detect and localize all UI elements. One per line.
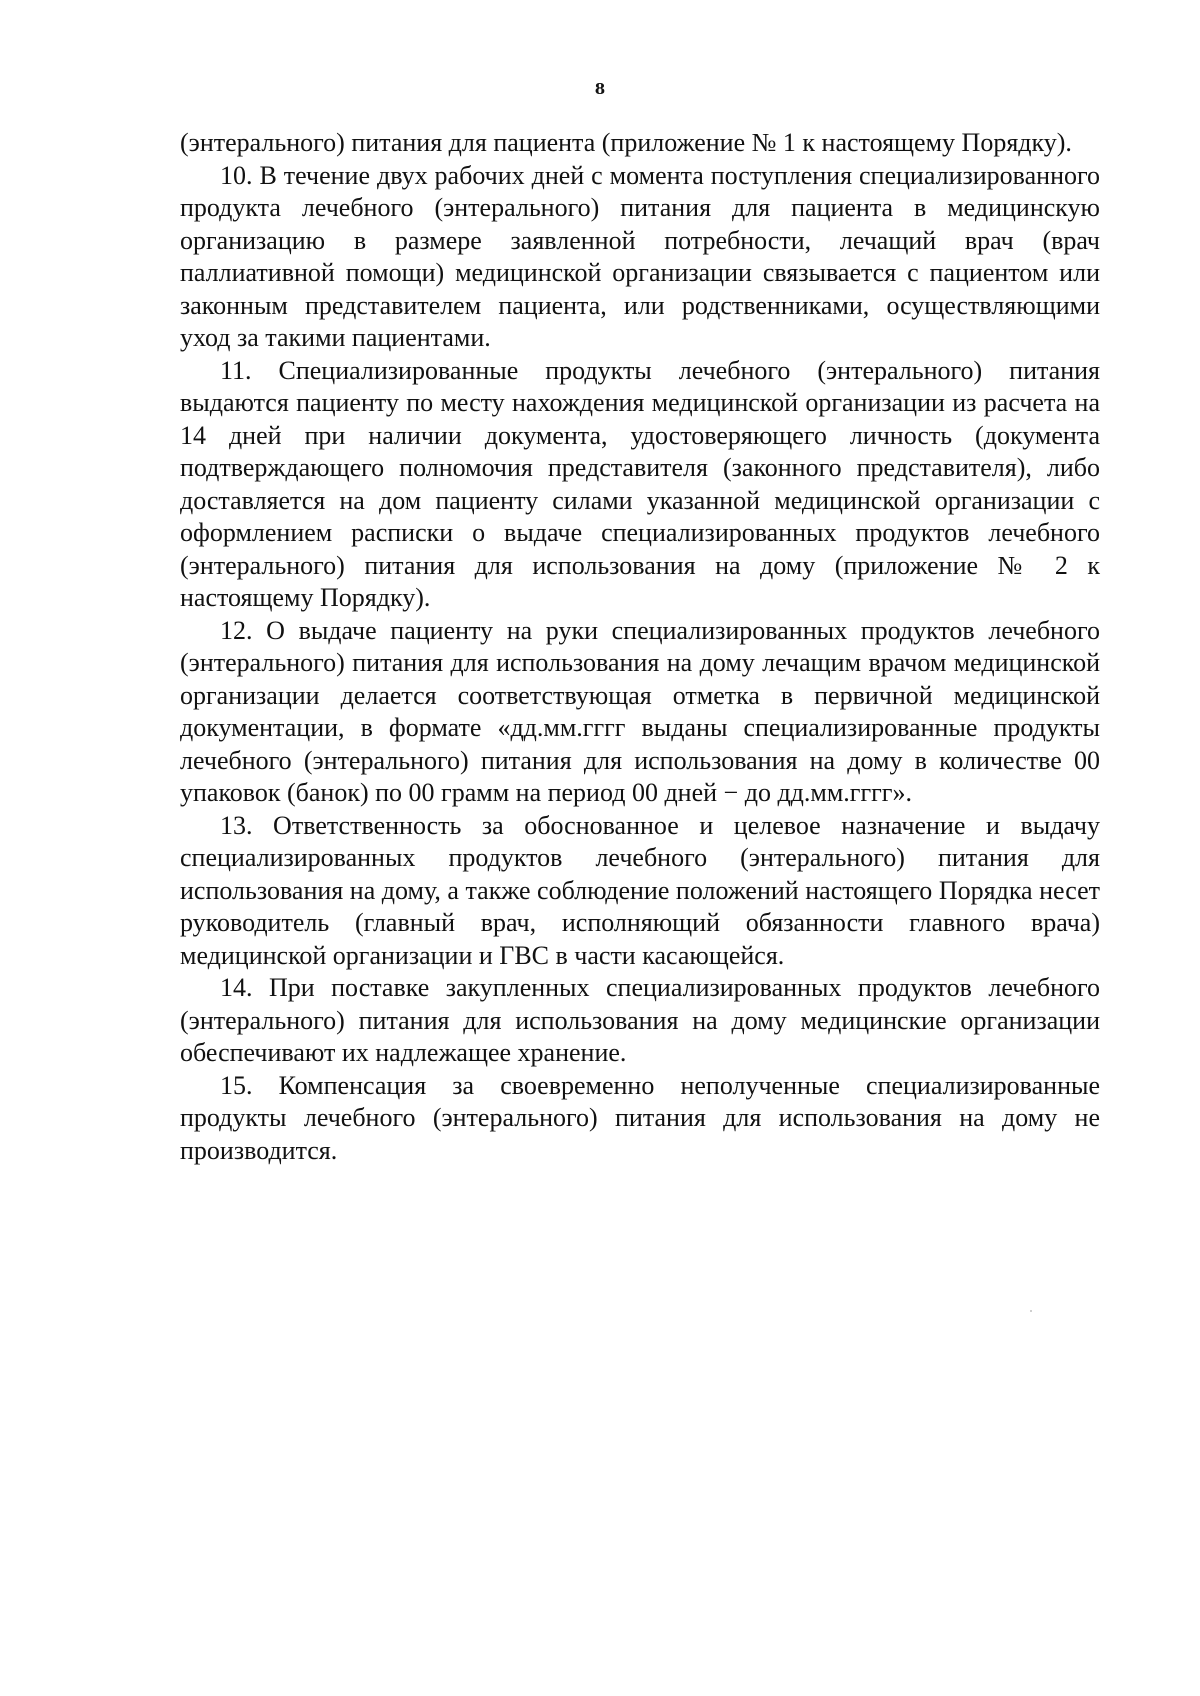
paragraph-11: 11. Специализированные продукты лечебного (энтерального) питания выдаются пациенту по месту нахождения медицинской организации из расчета на 14 дней при наличии документа, удостоверяющего личность (документа подтверждающего полномочия представителя (законного представителя), либо доставляется на дом пациенту силами указанной медицинской организации с оформлением расписки о выдаче специализированных продуктов лечебного (энтерального) питания для использования на дому (приложение № 2 к настоящему Порядку).: [180, 355, 1100, 612]
document-body: [180, 127, 1100, 1167]
paragraph-continuation: (энтерального) питания для пациента (приложение № 1 к настоящему Порядку).: [180, 128, 1072, 157]
paragraph-10: 10. В течение двух рабочих дней с момента поступления специализированного продукта лечебного (энтерального) питания для пациента в медицинскую организацию в размере заявленной потребности, лечащий врач (врач паллиативной помощи) медицинской организации связывается с пациентом или законным представителем пациента, или родственниками, осуществляющими уход за такими пациентами.: [180, 160, 1100, 352]
scan-speck: [1030, 1310, 1032, 1312]
page-number: 8: [594, 80, 606, 98]
paragraph-12: 12. О выдаче пациенту на руки специализированных продуктов лечебного (энтерального) питания для использования на дому лечащим врачом медицинской организации делается соответствующая отметка в первичной медицинской документации, в формате «дд.мм.гггг выданы специализированные продукты лечебного (энтерального) питания для использования на дому в количестве 00 упаковок (банок) по 00 грамм на период 00 дней − до дд.мм.гггг».: [180, 615, 1100, 807]
paragraph-14: 14. При поставке закупленных специализированных продуктов лечебного (энтерального) питания для использования на дому медицинские организации обеспечивают их надлежащее хранение.: [180, 973, 1100, 1067]
paragraph-15: 15. Компенсация за своевременно неполученные специализированные продукты лечебного (энтерального) питания для использования на дому не производится.: [180, 1070, 1100, 1165]
paragraph-13: 13. Ответственность за обоснованное и целевое назначение и выдачу специализированных продуктов лечебного (энтерального) питания для использования на дому, а также соблюдение положений настоящего Порядка несет руководитель (главный врач, исполняющий обязанности главного врача) медицинской организации и ГВС в части касающейся.: [180, 810, 1100, 970]
